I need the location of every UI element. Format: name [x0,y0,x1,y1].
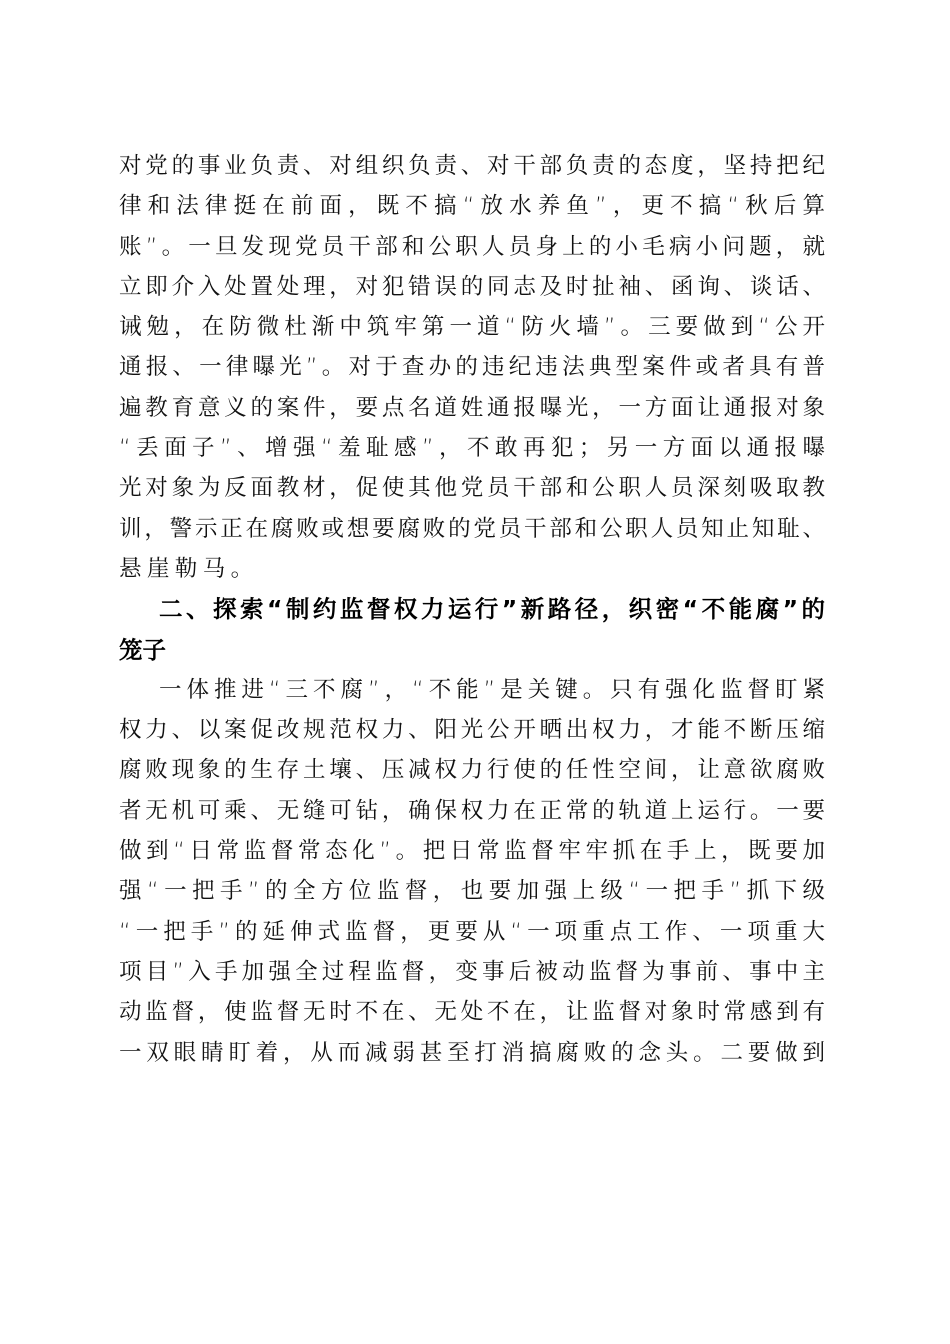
text-line: 一双眼睛盯着，从而减弱甚至打消搞腐败的念头。二要做到 [119,1039,825,1066]
text-line: 立即介入处置处理，对犯错误的同志及时扯袖、函询、谈话、 [119,273,825,300]
text-line: 腐败现象的生存土壤、压减权力行使的任性空间，让意欲腐败 [119,757,825,784]
text-line: 训，警示正在腐败或想要腐败的党员干部和公职人员知止知耻、 [119,515,825,542]
text-line: 者无机可乘、无缝可钻，确保权力在正常的轨道上运行。一要 [119,797,825,824]
heading-line: 笼子 [119,635,166,664]
text-line: 对党的事业负责、对组织负责、对干部负责的态度，坚持把纪 [119,153,825,179]
text-line: 项目”入手加强全过程监督，变事后被动监督为事前、事中主 [119,958,825,985]
body-paragraph-2 [119,670,825,1073]
text-line: 光对象为反面教材，促使其他党员干部和公职人员深刻吸取教 [119,475,825,502]
document-page [119,146,825,1073]
text-line: 动监督，使监督无时不在、无处不在，让监督对象时常感到有 [119,999,825,1026]
text-line: 诫勉，在防微杜渐中筑牢第一道“防火墙”。三要做到“公开 [119,314,825,341]
text-line: 通报、一律曝光”。对于查办的违纪违法典型案件或者具有普 [119,354,825,381]
text-line: 悬崖勒马。 [119,555,259,582]
heading-line: 二、探索“制约监督权力运行”新路径，织密“不能腐”的 [159,595,825,624]
text-line: 强“一把手”的全方位监督，也要加强上级“一把手”抓下级 [119,878,825,905]
text-line: “一把手”的延伸式监督，更要从“一项重点工作、一项重大 [119,918,825,945]
text-line: 做到“日常监督常态化”。把日常监督牢牢抓在手上，既要加 [119,838,825,865]
text-line: 律和法律挺在前面，既不搞“放水养鱼”，更不搞“秋后算 [119,193,825,220]
text-line: “丢面子”、增强“羞耻感”，不敢再犯；另一方面以通报曝 [119,435,825,462]
text-line: 一体推进“三不腐”，“不能”是关键。只有强化监督盯紧 [159,676,825,703]
body-paragraph-1 [119,146,825,589]
text-line: 遍教育意义的案件，要点名道姓通报曝光，一方面让通报对象 [119,394,825,421]
text-line: 账”。一旦发现党员干部和公职人员身上的小毛病小问题，就 [119,233,825,260]
text-line: 权力、以案促改规范权力、阳光公开晒出权力，才能不断压缩 [119,717,825,744]
section-heading [119,589,825,670]
